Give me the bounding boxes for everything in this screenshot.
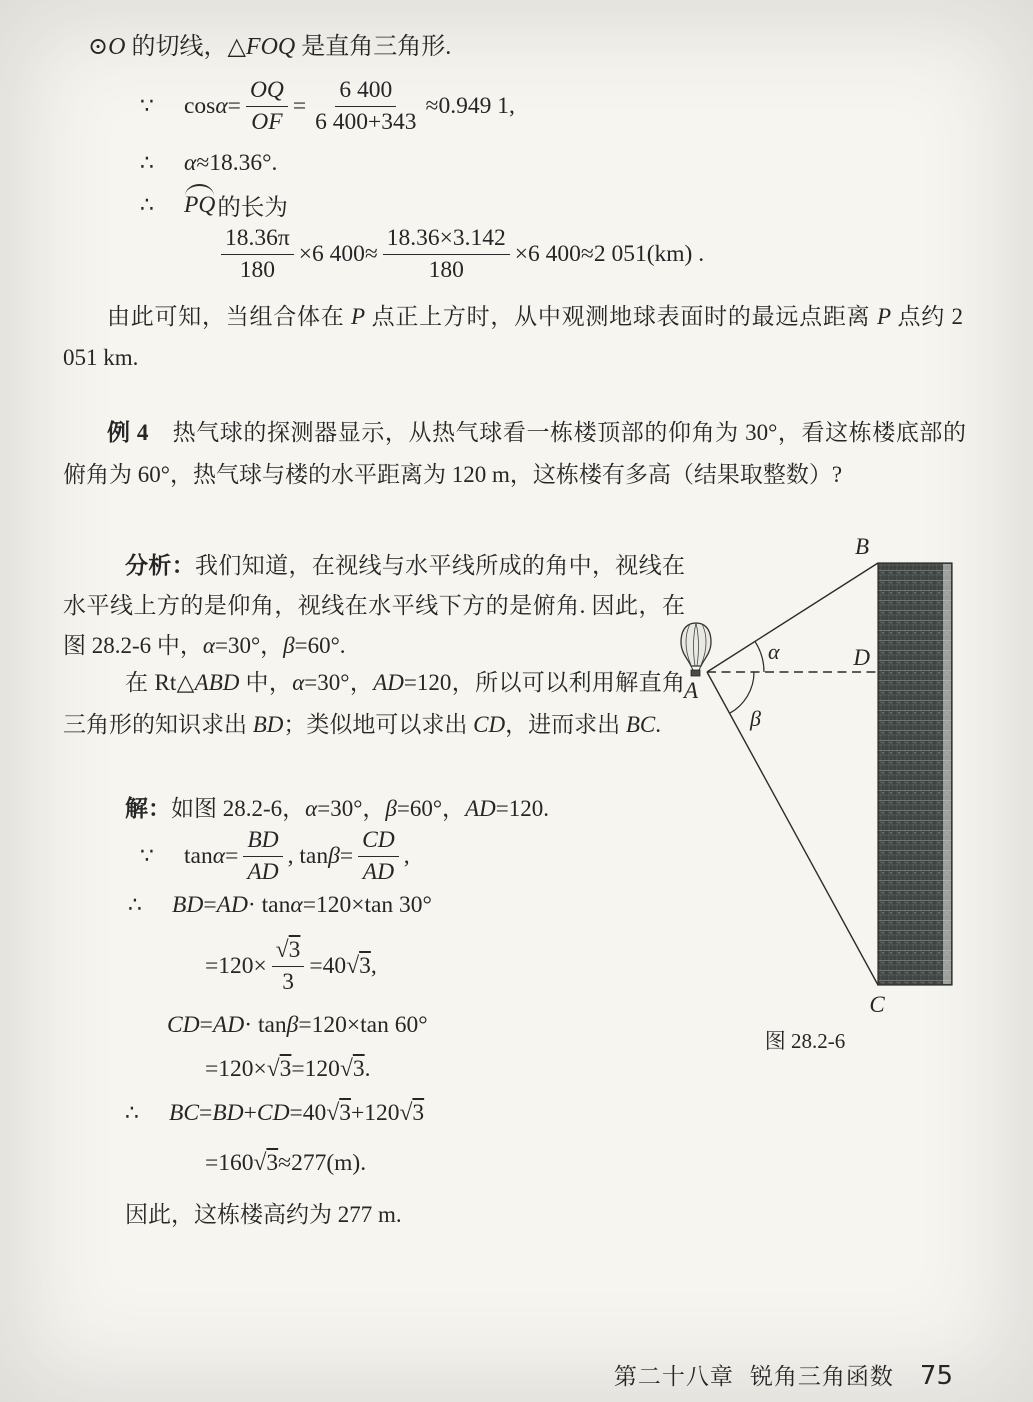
text-segment: = [339,843,354,870]
text-segment: , tan [287,843,329,870]
sqrt-3 [254,1150,279,1177]
therefore-symbol: ∴ [128,893,142,918]
text-segment: PQ [184,191,216,218]
point-label-d: D [853,645,870,670]
text-segment: ≈277(m). [278,1150,367,1176]
text-segment: . [655,712,662,737]
formula-bc [125,1100,424,1127]
footer-chapter: 第二十八章 [613,1364,734,1389]
text-segment: = [292,93,307,120]
text-segment: 因此，这栋楼高约为 277 m. [125,1202,402,1227]
text-segment: = [203,892,217,918]
text-segment: 在 Rt△ [125,670,195,695]
point-label-b: B [854,534,869,559]
text-segment: =120，所以可以利用解直角三角形的知识求出 [63,670,686,737]
building-right-edge-highlight [943,564,951,984]
formula-cos-alpha [140,76,515,138]
text-segment: 点约 2 051 km. [63,304,964,370]
point-label-a: A [683,678,699,703]
fraction-oq-of [246,76,288,138]
fraction-1836pi-180 [221,224,294,286]
text-segment: =120 [291,1056,340,1082]
arc-overline [184,192,215,219]
text-segment: =40 [289,1100,327,1126]
formula-arc-pq [140,188,288,222]
text-segment: AD [465,796,496,821]
text-segment: 由此可知，当组合体在 [107,304,352,329]
radical-sign: √ [339,1056,353,1082]
radical-sign: √ [346,953,360,980]
text-segment: β [385,796,397,821]
text-segment: · tan [244,1012,287,1038]
formula-bd-value [205,936,377,998]
text-segment: ×6 400≈2 051(km) . [514,241,705,268]
because-symbol: ∵ [140,844,154,870]
text-segment: =30°， [304,670,374,695]
text-segment: AD [216,892,248,918]
text-segment: P [876,304,891,329]
text-segment: = [199,1012,213,1038]
text-segment: =40 [309,953,347,980]
text-segment: + [243,1100,257,1126]
line-a-to-b [707,563,878,672]
formula-cd [167,1012,428,1039]
fraction-denominator: AD [362,859,395,886]
line-a-to-c [707,672,878,985]
text-segment: ×6 400≈ [298,241,378,268]
fraction-numerator [272,936,305,967]
text-segment: α [292,670,305,695]
fraction-1836x3142-180 [383,224,510,286]
because-symbol: ∵ [140,94,154,120]
text-segment: P [351,304,366,329]
building-shape [878,563,952,985]
text-segment: =120×tan 30° [302,892,432,918]
paragraph-conclusion-satellite [63,296,963,378]
intro-line [88,26,451,61]
sqrt-3 [346,953,371,980]
text-segment: BD [212,1100,244,1126]
fraction-numerator: OQ [246,76,288,107]
radicand: 3 [266,1150,279,1176]
text-segment: . [364,1056,371,1082]
fraction-sqrt3-3 [272,936,305,998]
figure-caption: 图 28.2-6 [764,1029,846,1053]
sqrt-3 [340,1056,365,1083]
sqrt-3 [267,1056,292,1083]
fraction-numerator: 6 400 [335,76,396,107]
therefore-symbol: ∴ [140,151,154,176]
text-segment: 中， [239,670,293,695]
text-segment: α [184,150,197,176]
radical-sign: √ [275,937,289,963]
formula-tan-definitions [140,826,410,888]
text-segment: α [215,93,228,120]
text-segment: α [202,633,215,658]
text-segment: =30°， [317,796,386,821]
text-segment: AD [373,670,404,695]
text-segment: =120. [495,796,549,821]
radicand: 3 [339,1100,351,1126]
fraction-numerator: CD [358,826,399,857]
circle-o-symbol: ⊙ [88,34,109,60]
fraction-denominator: 180 [428,257,464,284]
therefore-symbol: ∴ [140,192,154,218]
text-segment: α [212,843,226,870]
text-segment: BD [172,892,204,918]
figure-28-2-6 [655,528,965,1058]
angle-label-alpha: α [768,639,780,664]
text-segment: β [328,843,340,870]
fraction-denominator: 180 [239,257,275,284]
radical-sign: √ [326,1100,340,1126]
analysis-label: 分析： [125,553,196,578]
text-segment: 我们知道，在视线与水平线所成的角中，视线在水平线上方的是仰角，视线在水平线下方的是俯角. 因此，在图 28.2-6 中， [63,553,686,658]
text-segment: =120× [205,1056,267,1082]
text-segment: BC [169,1100,200,1126]
radical-sign: √ [266,1056,280,1082]
formula-alpha-value [140,150,277,177]
radicand: 3 [288,937,301,963]
text-segment: α [305,796,318,821]
angle-alpha-arc [755,641,764,672]
sqrt-3 [326,1100,351,1127]
text-segment: FOQ [245,34,296,60]
text-segment: ABD [194,670,240,695]
formula-arc-length [216,224,704,286]
fraction-denominator: 3 [282,969,294,996]
text-segment: AD [212,1012,245,1038]
text-segment: tan [184,843,213,870]
text-segment: = [199,1100,213,1126]
text-segment: +120 [350,1100,400,1126]
text-segment: α [290,892,303,918]
paragraph-final-answer [63,1194,663,1235]
radicand: 3 [352,1056,365,1082]
formula-bc-value [205,1150,366,1177]
fraction-numerator: BD [243,826,282,857]
text-segment: =160 [205,1150,254,1176]
text-segment: 的长为 [217,195,288,221]
text-segment: , [403,843,410,870]
text-segment: 是直角三角形. [295,34,452,60]
radicand: 3 [359,953,371,980]
text-segment: ；类似地可以求出 [283,712,474,737]
text-segment: cos [184,93,216,120]
fraction-denominator: 6 400+343 [315,109,417,136]
paragraph-solution-intro [63,788,723,829]
fraction-numerator: 18.36π [221,224,294,255]
fraction-cd-ad [358,826,399,888]
text-segment: 如图 28.2-6， [171,796,306,821]
text-segment: CD [167,1012,200,1038]
text-segment: BD [252,712,284,737]
text-segment: CD [473,712,506,737]
angle-label-beta: β [750,706,761,731]
text-segment: BC [625,712,656,737]
sqrt-3 [399,1100,424,1127]
text-segment: ，进而求出 [505,712,626,737]
fraction-denominator: AD [247,859,279,886]
text-segment: =60°. [294,633,346,658]
text-segment: =60°， [396,796,466,821]
text-segment: =120× [205,953,267,980]
solution-label: 解： [125,796,171,821]
footer-page-number: 75 [919,1361,953,1391]
text-segment: · tan [247,892,291,918]
footer-section-title: 锐角三角函数 [749,1364,894,1389]
hot-air-balloon-icon [681,623,711,676]
text-segment: β [283,633,295,658]
fraction-bd-ad [243,826,282,888]
paragraph-example-4 [63,412,966,496]
text-segment: CD [256,1100,290,1126]
text-segment: ≈0.949 1, [425,93,515,120]
text-segment: 的切线，△ [125,34,246,60]
text-segment: =120×tan 60° [298,1012,428,1038]
fraction-6400 [311,76,420,138]
paragraph-rt-triangle [63,662,685,746]
point-label-c: C [869,992,885,1017]
formula-cd-value [205,1056,370,1083]
radical-sign: √ [399,1100,413,1126]
example-label: 例 4 [107,420,149,445]
text-segment: , [370,953,377,980]
text-segment: ≈18.36°. [196,150,278,176]
radicand: 3 [412,1100,425,1126]
text-segment: O [108,34,126,60]
formula-bd [128,892,432,919]
fraction-numerator: 18.36×3.142 [383,224,510,255]
text-segment: =30°， [215,633,284,658]
text-segment: 热气球的探测器显示，从热气球看一栋楼顶部的仰角为 30°，看这栋楼底部的俯角为 60°，热气球与楼的水平距离为 120 m，这栋楼有多高（结果取整数）? [63,420,967,487]
text-segment: 点正上方时，从中观测地球表面时的最远点距离 [365,304,877,329]
radicand: 3 [279,1056,292,1082]
therefore-symbol: ∴ [125,1101,139,1126]
paragraph-analysis [63,546,685,666]
page-footer [614,1358,953,1391]
text-segment: = [227,93,241,120]
fraction-denominator: OF [251,109,283,136]
text-segment: β [286,1012,299,1038]
text-segment: = [225,843,239,870]
radical-sign: √ [253,1150,267,1176]
